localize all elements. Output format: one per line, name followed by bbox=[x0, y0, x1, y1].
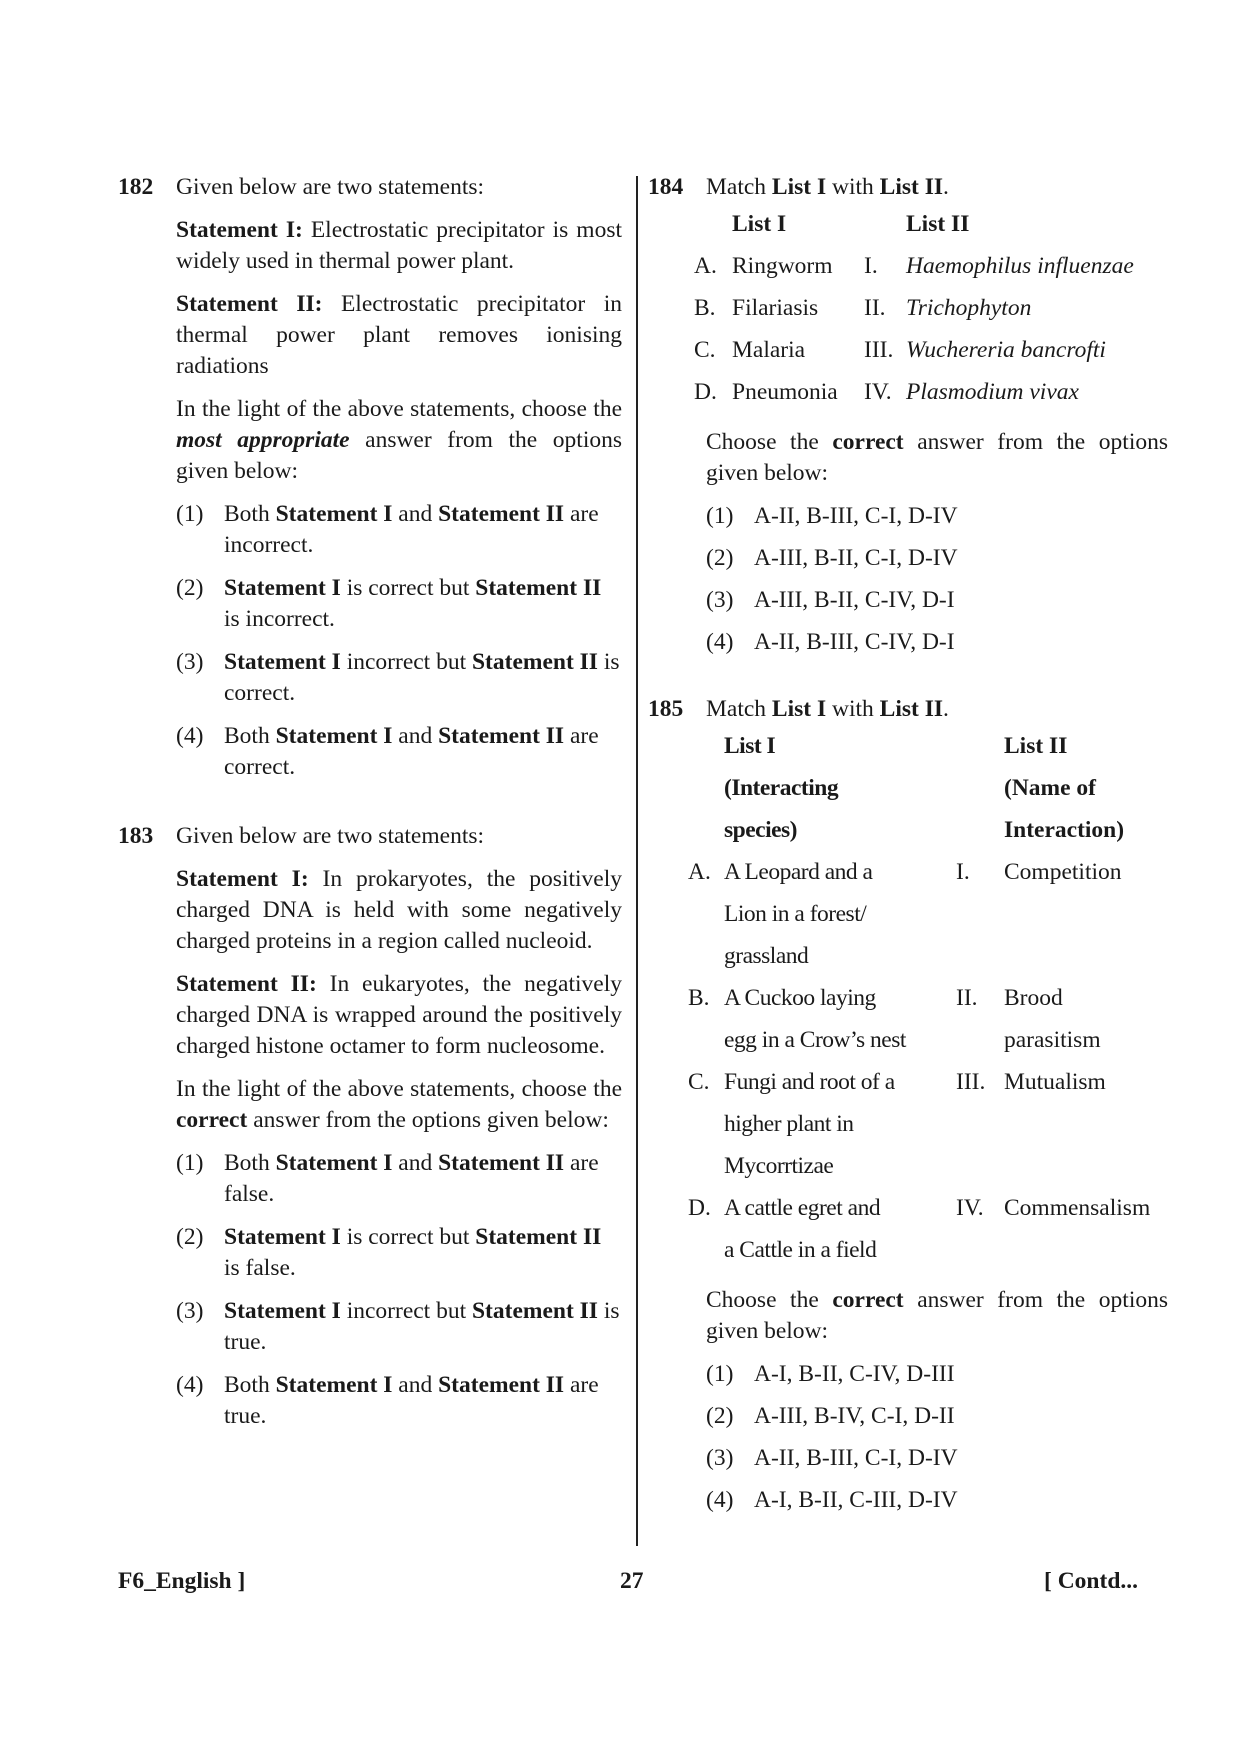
row-letter: B. bbox=[688, 985, 710, 1011]
list-2-header: List II bbox=[906, 211, 970, 237]
option-part: Both bbox=[224, 1150, 276, 1176]
row-spacer bbox=[688, 1025, 724, 1067]
option-number: (2) bbox=[706, 1403, 734, 1429]
row-spacer bbox=[956, 1151, 1004, 1193]
row-spacer bbox=[1004, 1151, 1150, 1193]
list-1-header: (Interacting bbox=[724, 775, 839, 801]
option-number: (4) bbox=[176, 723, 204, 749]
option-part: and bbox=[392, 1150, 439, 1176]
interaction-text: parasitism bbox=[1004, 1027, 1101, 1053]
statement-text: Electrostatic precipitator is most widely used in thermal power plant. bbox=[176, 217, 622, 274]
instruction-text: answer from the options given below: bbox=[706, 1287, 1168, 1344]
option-text: A-III, B-II, C-IV, D-I bbox=[754, 587, 955, 613]
instruction bbox=[176, 394, 622, 487]
option-bold: Statement II bbox=[471, 1298, 598, 1324]
row-numeral: III. bbox=[864, 337, 894, 363]
row-spacer bbox=[956, 899, 1004, 941]
list-2-header: List II bbox=[1004, 733, 1068, 759]
header-spacer bbox=[956, 731, 1004, 773]
row-letter: C. bbox=[694, 337, 716, 363]
question-intro: Given below are two statements: bbox=[176, 174, 485, 200]
row-letter: C. bbox=[688, 1069, 710, 1095]
question-number: 183 bbox=[118, 823, 154, 849]
column-divider bbox=[636, 176, 638, 1546]
disease-name: Pneumonia bbox=[732, 379, 838, 405]
interaction-text: Brood bbox=[1004, 985, 1063, 1011]
statement-label: Statement II: bbox=[176, 291, 323, 317]
option-number: (1) bbox=[176, 1150, 204, 1176]
intro-bold: List II bbox=[879, 696, 943, 722]
option-item[interactable] bbox=[176, 573, 622, 635]
option-item[interactable] bbox=[176, 1222, 622, 1284]
list-1-header: List I bbox=[724, 733, 776, 759]
options bbox=[176, 1148, 622, 1432]
disease-name: Filariasis bbox=[732, 295, 819, 321]
list-1-header: List I bbox=[732, 211, 787, 237]
organism-text: Trichophyton bbox=[906, 295, 1032, 321]
row-spacer bbox=[956, 941, 1004, 983]
row-letter: D. bbox=[694, 379, 717, 405]
option-item[interactable] bbox=[176, 647, 622, 709]
instruction-text: In the light of the above statements, choose the bbox=[176, 1076, 622, 1102]
intro-text: . bbox=[943, 696, 949, 722]
option-part: are true. bbox=[224, 1372, 599, 1429]
statement-text: In prokaryotes, the positively charged DNA is held with some negatively charged proteins in a region called nucleoid. bbox=[176, 866, 622, 954]
option-part: are incorrect. bbox=[224, 501, 599, 558]
species-text: Mycorrtizae bbox=[724, 1153, 834, 1179]
option-item[interactable] bbox=[176, 499, 622, 561]
option-bold: Statement II bbox=[471, 649, 598, 675]
option-text: A-III, B-II, C-I, D-IV bbox=[754, 545, 958, 571]
species-text: a Cattle in a field bbox=[724, 1237, 877, 1263]
option-number: (3) bbox=[706, 1445, 734, 1471]
option-part: is correct but bbox=[340, 575, 476, 601]
option-item[interactable] bbox=[176, 1370, 622, 1432]
intro-text: Match bbox=[706, 696, 772, 722]
table-row bbox=[688, 1025, 1150, 1067]
instruction-text: In the light of the above statements, choose the bbox=[176, 396, 622, 422]
species-text: Fungi and root of a bbox=[724, 1069, 895, 1095]
table-row bbox=[688, 899, 1150, 941]
statement-1 bbox=[176, 215, 622, 277]
instruction-text: answer from the options given below: bbox=[247, 1107, 609, 1133]
table-row bbox=[688, 941, 1150, 983]
option-bold: Statement II bbox=[475, 575, 602, 601]
right-column bbox=[648, 172, 1168, 1527]
option-text: A-II, B-III, C-IV, D-I bbox=[754, 629, 955, 655]
option-part: is correct but bbox=[340, 1224, 476, 1250]
option-bold: Statement II bbox=[438, 1372, 565, 1398]
organism-text: Wuchereria bancrofti bbox=[906, 337, 1106, 363]
match-table bbox=[688, 731, 1150, 1277]
option-bold: Statement I bbox=[224, 649, 341, 675]
list-2-header: (Name of bbox=[1004, 775, 1097, 801]
option-number: (1) bbox=[706, 503, 734, 529]
species-text: grassland bbox=[724, 943, 809, 969]
option-text bbox=[224, 1372, 599, 1429]
option-number: (3) bbox=[176, 1298, 204, 1324]
header-spacer bbox=[694, 209, 732, 251]
question-182 bbox=[118, 172, 622, 783]
option-bold: Statement II bbox=[438, 501, 565, 527]
row-letter: A. bbox=[694, 253, 717, 279]
species-text: A Leopard and a bbox=[724, 859, 873, 885]
option-part: is incorrect. bbox=[224, 606, 335, 632]
option-item[interactable] bbox=[706, 1359, 1168, 1390]
statement-text: In eukaryotes, the negatively charged DNA is wrapped around the positively charged histone octamer to form nucleosome. bbox=[176, 971, 622, 1059]
option-item[interactable] bbox=[706, 543, 1168, 574]
disease-name: Ringworm bbox=[732, 253, 833, 279]
question-number: 182 bbox=[118, 174, 154, 200]
species-text: Lion in a forest/ bbox=[724, 901, 867, 927]
table-header-row bbox=[688, 731, 1150, 773]
option-bold: Statement I bbox=[224, 1298, 341, 1324]
table-row bbox=[688, 1193, 1150, 1235]
option-part: is false. bbox=[224, 1255, 296, 1281]
instruction-emphasis: correct bbox=[832, 1287, 904, 1313]
question-184 bbox=[648, 172, 1168, 658]
intro-text: with bbox=[826, 174, 880, 200]
row-letter: D. bbox=[688, 1195, 711, 1221]
organism-name bbox=[906, 293, 1134, 335]
organism-text: Plasmodium vivax bbox=[906, 379, 1079, 405]
left-column bbox=[118, 172, 622, 1444]
statement-2 bbox=[176, 289, 622, 382]
row-numeral: I. bbox=[956, 859, 970, 885]
row-spacer bbox=[1004, 1109, 1150, 1151]
species-text: higher plant in bbox=[724, 1111, 854, 1137]
row-numeral: IV. bbox=[864, 379, 892, 405]
option-part: Both bbox=[224, 501, 276, 527]
instruction-text: Choose the bbox=[706, 429, 833, 455]
option-number: (3) bbox=[706, 587, 734, 613]
option-text bbox=[224, 1298, 620, 1355]
intro-text: . bbox=[943, 174, 949, 200]
disease-name: Malaria bbox=[732, 337, 806, 363]
option-bold: Statement I bbox=[224, 1224, 341, 1250]
option-text: A-III, B-IV, C-I, D-II bbox=[754, 1403, 955, 1429]
option-part: Both bbox=[224, 1372, 276, 1398]
option-text bbox=[224, 1224, 601, 1281]
option-bold: Statement I bbox=[275, 501, 393, 527]
option-bold: Statement I bbox=[224, 575, 341, 601]
statement-label: Statement I: bbox=[176, 217, 303, 243]
footer-left: F6_English ] bbox=[118, 1568, 246, 1594]
organism-name bbox=[906, 335, 1134, 377]
option-part: and bbox=[392, 501, 439, 527]
option-bold: Statement II bbox=[475, 1224, 602, 1250]
option-number: (4) bbox=[176, 1372, 204, 1398]
question-intro: Given below are two statements: bbox=[176, 823, 485, 849]
instruction-text: answer from the options given below: bbox=[176, 427, 622, 484]
option-part: incorrect but bbox=[340, 649, 472, 675]
option-item[interactable] bbox=[706, 627, 1168, 658]
row-spacer bbox=[1004, 899, 1150, 941]
intro-bold: List I bbox=[771, 696, 827, 722]
table-row bbox=[694, 335, 1134, 377]
option-bold: Statement I bbox=[275, 1150, 393, 1176]
interaction-text: Mutualism bbox=[1004, 1069, 1106, 1095]
row-spacer bbox=[956, 1109, 1004, 1151]
option-item[interactable] bbox=[706, 1443, 1168, 1474]
statement-text: Electrostatic precipitator in thermal power plant removes ionising radiations bbox=[176, 291, 623, 379]
row-spacer bbox=[956, 1025, 1004, 1067]
row-spacer bbox=[688, 941, 724, 983]
species-text: A Cuckoo laying bbox=[724, 985, 876, 1011]
question-intro bbox=[706, 694, 1168, 725]
species-text: A cattle egret and bbox=[724, 1195, 881, 1221]
options bbox=[706, 1359, 1168, 1516]
footer-right: [ Contd... bbox=[1044, 1568, 1139, 1594]
option-part: are false. bbox=[224, 1150, 599, 1207]
instruction-text: Choose the bbox=[706, 1287, 833, 1313]
option-item[interactable] bbox=[706, 1401, 1168, 1432]
option-part: and bbox=[392, 1372, 439, 1398]
option-item[interactable] bbox=[706, 501, 1168, 532]
choose-instruction bbox=[706, 1285, 1168, 1347]
list-1-header: species) bbox=[724, 817, 798, 843]
option-text bbox=[224, 1150, 599, 1207]
instruction-emphasis: correct bbox=[176, 1107, 248, 1133]
table-row bbox=[688, 857, 1150, 899]
row-numeral: I. bbox=[864, 253, 878, 279]
choose-instruction bbox=[706, 427, 1168, 489]
statement-1 bbox=[176, 864, 622, 957]
table-row bbox=[694, 293, 1134, 335]
row-numeral: III. bbox=[956, 1069, 986, 1095]
table-row bbox=[694, 251, 1134, 293]
option-part: and bbox=[392, 723, 439, 749]
option-number: (2) bbox=[706, 545, 734, 571]
intro-bold: List I bbox=[771, 174, 827, 200]
option-number: (3) bbox=[176, 649, 204, 675]
question-number: 185 bbox=[648, 696, 684, 722]
row-spacer bbox=[1004, 941, 1150, 983]
header-spacer bbox=[688, 731, 724, 773]
header-spacer bbox=[688, 815, 724, 857]
match-table bbox=[694, 209, 1134, 419]
row-spacer bbox=[956, 1235, 1004, 1277]
intro-text: with bbox=[826, 696, 880, 722]
option-number: (4) bbox=[706, 1487, 734, 1513]
interaction-text: Commensalism bbox=[1004, 1195, 1151, 1221]
option-text: A-I, B-II, C-IV, D-III bbox=[754, 1361, 955, 1387]
option-number: (2) bbox=[176, 575, 204, 601]
table-header-row bbox=[688, 773, 1150, 815]
option-text bbox=[224, 575, 601, 632]
options bbox=[706, 501, 1168, 658]
option-part: is true. bbox=[224, 1298, 620, 1355]
option-part: incorrect but bbox=[340, 1298, 472, 1324]
instruction bbox=[176, 1074, 622, 1136]
interaction-text: Competition bbox=[1004, 859, 1122, 885]
option-item[interactable] bbox=[176, 1296, 622, 1358]
header-spacer bbox=[864, 209, 906, 251]
option-text bbox=[224, 501, 599, 558]
statement-2 bbox=[176, 969, 622, 1062]
option-text bbox=[224, 649, 620, 706]
organism-name bbox=[906, 251, 1134, 293]
table-row bbox=[688, 1151, 1150, 1193]
organism-text: Haemophilus influenzae bbox=[906, 253, 1134, 279]
option-bold: Statement I bbox=[275, 723, 393, 749]
species-text: egg in a Crow’s nest bbox=[724, 1027, 906, 1053]
option-text bbox=[224, 723, 599, 780]
option-part: are correct. bbox=[224, 723, 599, 780]
table-row bbox=[688, 1109, 1150, 1151]
option-part: Both bbox=[224, 723, 276, 749]
header-spacer bbox=[956, 815, 1004, 857]
row-letter: A. bbox=[688, 859, 711, 885]
row-numeral: IV. bbox=[956, 1195, 984, 1221]
statement-label: Statement II: bbox=[176, 971, 317, 997]
row-spacer bbox=[1004, 1235, 1150, 1277]
option-item[interactable] bbox=[706, 1485, 1168, 1516]
table-row bbox=[688, 1067, 1150, 1109]
question-intro bbox=[706, 172, 1168, 203]
table-row bbox=[688, 1235, 1150, 1277]
table-row bbox=[688, 983, 1150, 1025]
question-number: 184 bbox=[648, 174, 684, 200]
row-spacer bbox=[688, 899, 724, 941]
option-item[interactable] bbox=[176, 1148, 622, 1210]
option-item[interactable] bbox=[176, 721, 622, 783]
option-bold: Statement I bbox=[275, 1372, 393, 1398]
option-number: (1) bbox=[706, 1361, 734, 1387]
option-bold: Statement II bbox=[438, 723, 565, 749]
table-row bbox=[694, 377, 1134, 419]
row-numeral: II. bbox=[864, 295, 886, 321]
table-header-row bbox=[694, 209, 1134, 251]
option-part: is correct. bbox=[224, 649, 620, 706]
row-numeral: II. bbox=[956, 985, 978, 1011]
row-spacer bbox=[688, 1151, 724, 1193]
option-bold: Statement II bbox=[438, 1150, 565, 1176]
option-text: A-II, B-III, C-I, D-IV bbox=[754, 1445, 958, 1471]
instruction-emphasis: most appropriate bbox=[176, 427, 350, 453]
table-header-row bbox=[688, 815, 1150, 857]
options bbox=[176, 499, 622, 783]
header-spacer bbox=[956, 773, 1004, 815]
row-letter: B. bbox=[694, 295, 716, 321]
option-item[interactable] bbox=[706, 585, 1168, 616]
option-number: (1) bbox=[176, 501, 204, 527]
row-spacer bbox=[688, 1109, 724, 1151]
statement-label: Statement I: bbox=[176, 866, 309, 892]
row-spacer bbox=[688, 1235, 724, 1277]
list-2-header: Interaction) bbox=[1004, 817, 1125, 843]
page-number: 27 bbox=[620, 1568, 644, 1594]
instruction-text: answer from the options given below: bbox=[706, 429, 1168, 486]
instruction-emphasis: correct bbox=[832, 429, 904, 455]
option-number: (4) bbox=[706, 629, 734, 655]
intro-bold: List II bbox=[879, 174, 943, 200]
organism-name bbox=[906, 377, 1134, 419]
option-number: (2) bbox=[176, 1224, 204, 1250]
option-text: A-I, B-II, C-III, D-IV bbox=[754, 1487, 958, 1513]
intro-text: Match bbox=[706, 174, 772, 200]
question-185 bbox=[648, 694, 1168, 1516]
option-text: A-II, B-III, C-I, D-IV bbox=[754, 503, 958, 529]
question-183 bbox=[118, 821, 622, 1432]
header-spacer bbox=[688, 773, 724, 815]
